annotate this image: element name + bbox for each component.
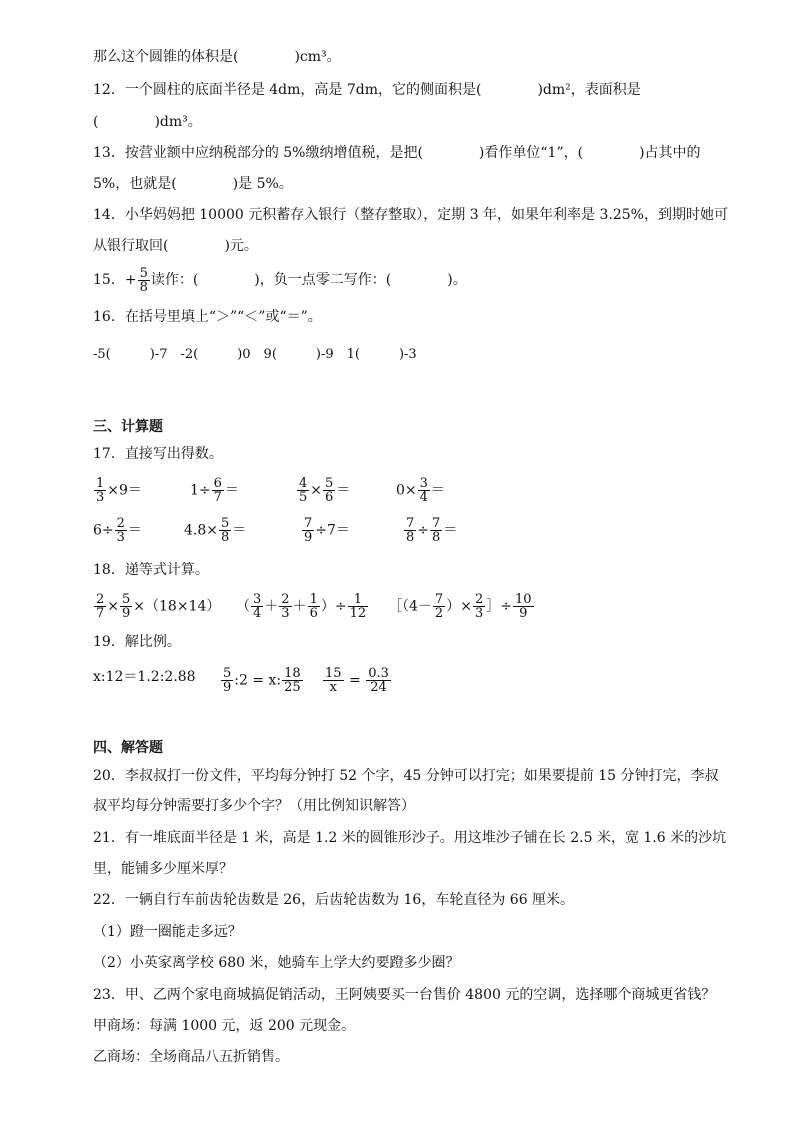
q17-expr-5: 6÷ $\frac{2}{3}$ ＝ <box>93 516 142 545</box>
q18-expr-1: $\frac{2}{7}$ × $\frac{5}{9}$ ×（18×14） <box>96 592 221 621</box>
q14-line1: 14．小华妈妈把 10000 元积蓄存入银行（整存整取），定期 3 年，如果年利率是 3.25%，到期时她可 <box>93 207 728 223</box>
q18-expr-2: （ $\frac{3}{4}$ ＋ $\frac{2}{3}$ ＋ $\frac{1}{6}$ ）÷ $\frac{1}{12}$ <box>236 592 367 621</box>
q23-store-a: 甲商场：每满 1000 元，返 200 元现金。 <box>93 1018 356 1034</box>
q20-line2: 叔平均每分钟需要打多少个字？（用比例知识解答） <box>93 798 415 814</box>
section-four-heading: 四、解答题 <box>93 740 163 756</box>
q19-expr-1: x:12＝1.2:2.88 <box>93 669 196 685</box>
q19-expr-2: $\frac{5}{9}$ :2 = x: $\frac{18}{25}$ <box>223 666 301 695</box>
q22-line: 22．一辆自行车前齿轮齿数是 26，后齿轮齿数为 16，车轮直径为 66 厘米。 <box>93 892 575 908</box>
q17-expr-7: $\frac{7}{9}$ ÷7＝ <box>304 516 350 545</box>
q13-line2: 5%，也就是( )是 5%。 <box>93 176 293 192</box>
q17-expr-3: $\frac{4}{5}$ × $\frac{5}{6}$ ＝ <box>299 476 351 505</box>
q20-line1: 20．李叔叔打一份文件，平均每分钟打 52 个字，45 分钟可以打完；如果要提前 15 分钟打完，李叔 <box>93 768 719 784</box>
q21-line1: 21．有一堆底面半径是 1 米，高是 1.2 米的圆锥形沙子。用这堆沙子铺在长 2.5 米，宽 1.6 米的沙坑 <box>93 830 727 846</box>
q18-line: 18．递等式计算。 <box>93 562 209 578</box>
q15-number: 15． <box>93 272 125 288</box>
q13-line1: 13．按营业额中应纳税部分的 5%缴纳增值税，是把( )看作单位“1”，( )占其中的 <box>93 145 701 161</box>
q23-line: 23．甲、乙两个家电商城搞促销活动，王阿姨要买一台售价 4800 元的空调，选择哪个商城更省钱？ <box>93 987 716 1003</box>
q19-line: 19．解比例。 <box>93 634 181 650</box>
q17-expr-6: 4.8× $\frac{5}{8}$ ＝ <box>184 516 247 545</box>
q22-part2: （2）小英家离学校 680 米，她骑车上学大约要蹬多少圈？ <box>93 955 460 971</box>
q15-text: 读作：( )，负一点零二写作：( )。 <box>150 272 467 288</box>
q17-expr-8: $\frac{7}{8}$ ÷ $\frac{7}{8}$ ＝ <box>406 516 458 545</box>
q21-line2: 里，能铺多少厘米厚？ <box>93 861 233 877</box>
q17-expr-4: 0× $\frac{3}{4}$ ＝ <box>396 476 445 505</box>
q17-line: 17．直接写出得数。 <box>93 446 223 462</box>
q16-line: 16．在括号里填上“＞”“＜”或“＝”。 <box>93 309 322 325</box>
q12-line2: ( )dm³。 <box>93 114 202 130</box>
q16-items: -5( )-7 -2( )0 9( )-9 1( )-3 <box>93 347 417 362</box>
q15-fraction <box>138 267 150 294</box>
q23-store-b: 乙商场：全场商品八五折销售。 <box>93 1049 289 1065</box>
q15-frac-num: 5 <box>139 265 148 281</box>
q19-expr-3: $\frac{15}{x}$ = $\frac{0.3}{24}$ <box>325 666 389 695</box>
q12-line1: 12．一个圆柱的底面半径是 4dm，高是 7dm，它的侧面积是( )dm²，表面积是 <box>93 82 641 98</box>
q15-line <box>93 265 467 295</box>
q14-line2: 从银行取回( )元。 <box>93 238 258 254</box>
q17-expr-1: $\frac{1}{3}$ ×9＝ <box>96 476 142 505</box>
q11-continuation: 那么这个圆锥的体积是( )cm³。 <box>93 49 341 65</box>
q15-sign: + <box>124 272 137 288</box>
q18-expr-3: ［（4－ $\frac{7}{2}$ ）× $\frac{2}{3}$ ］÷ $\frac{10}{9}$ <box>388 592 532 621</box>
q22-part1: （1）蹬一圈能走多远？ <box>93 924 242 940</box>
q17-expr-2: 1÷ $\frac{6}{7}$ ＝ <box>190 476 239 505</box>
q15-frac-den: 8 <box>139 279 148 295</box>
section-three-heading: 三、计算题 <box>93 419 163 435</box>
